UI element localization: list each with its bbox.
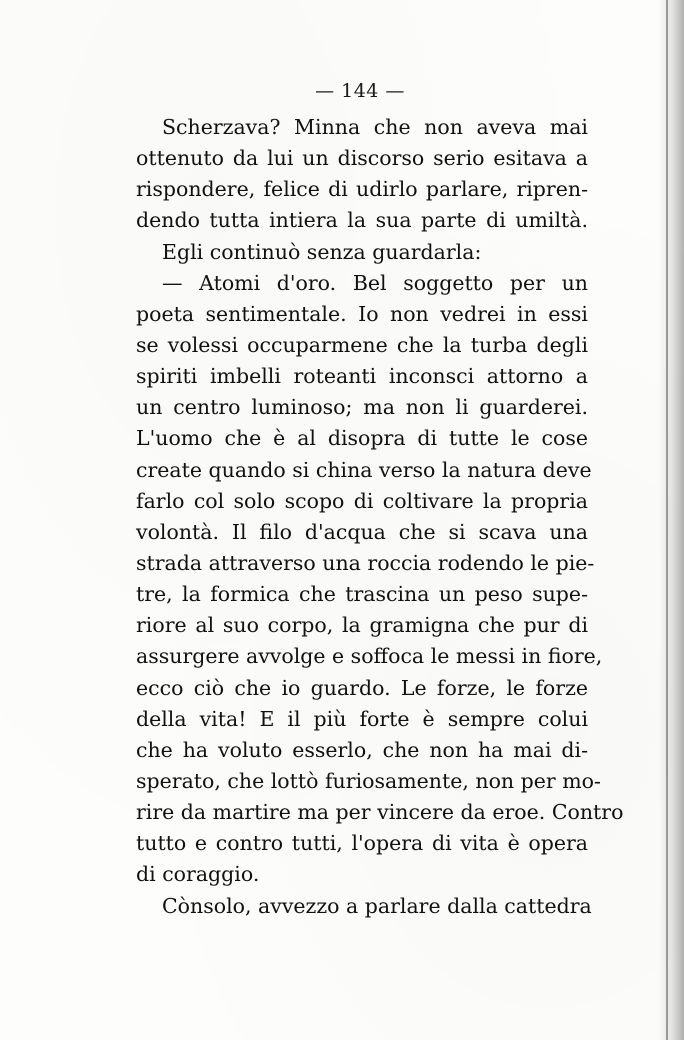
text-line: tre, la formica che trascina un peso supe-	[136, 582, 588, 607]
text-line: Egli continuò senza guardarla:	[162, 239, 482, 264]
text-line: rispondere, felice di udirlo parlare, ripren-	[136, 177, 588, 202]
page-edge-line	[666, 0, 668, 1040]
text-line: che ha voluto esserlo, che non ha mai di-	[136, 737, 588, 762]
text-line: create quando si china verso la natura deve	[136, 457, 592, 482]
text-line: ecco ciò che io guardo. Le forze, le forze	[136, 675, 588, 700]
text-line: poeta sentimentale. Io non vedrei in essi	[136, 301, 588, 326]
text-line: dendo tutta intiera la sua parte di umiltà.	[136, 208, 588, 233]
text-line: tutto e contro tutti, l'opera di vita è opera	[136, 831, 588, 856]
page-edge-shadow	[658, 0, 684, 1040]
text-line: sperato, che lottò furiosamente, non per mo-	[136, 768, 601, 793]
text-line: ottenuto da lui un discorso serio esitava a	[136, 146, 588, 171]
text-line: un centro luminoso; ma non li guarderei.	[136, 395, 588, 420]
text-line: Cònsolo, avvezzo a parlare dalla cattedra	[162, 893, 592, 918]
text-line: spiriti imbelli roteanti inconsci attorno a	[136, 364, 588, 389]
text-line: della vita! E il più forte è sempre colui	[136, 706, 588, 731]
text-line: strada attraverso una roccia rodendo le pie-	[136, 550, 595, 575]
text-line: riore al suo corpo, la gramigna che pur di	[136, 613, 588, 638]
text-line: volontà. Il filo d'acqua che si scava una	[136, 519, 588, 544]
text-line: di coraggio.	[136, 862, 260, 887]
text-line: L'uomo che è al disopra di tutte le cose	[136, 426, 588, 451]
text-line: — Atomi d'oro. Bel soggetto per un	[162, 270, 588, 295]
text-line: assurgere avvolge e soffoca le messi in fiore,	[136, 644, 603, 669]
text-line: se volessi occuparmene che la turba degli	[136, 332, 588, 357]
page-number: — 144 —	[315, 80, 405, 102]
body-text	[136, 112, 624, 922]
text-line: farlo col solo scopo di coltivare la propria	[136, 488, 588, 513]
text-line: Scherzava? Minna che non aveva mai	[162, 115, 588, 139]
text-line: rire da martire ma per vincere da eroe. Contro	[136, 800, 624, 825]
